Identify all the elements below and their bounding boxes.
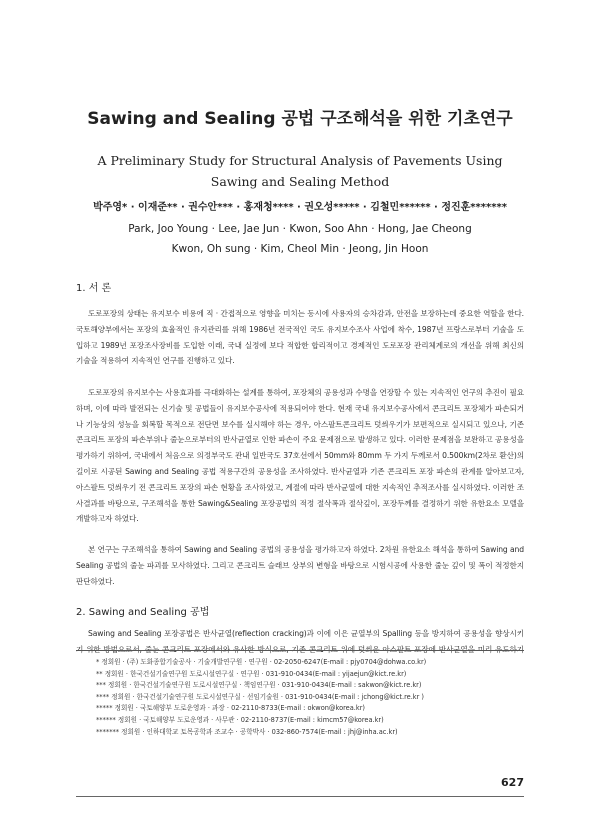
footnote-2: ** 정회원 · 한국건설기술연구원 도로시설연구실 · 연구원 · 031-910-0434(E-mail : yijaejun@kict.re.kr) <box>96 669 407 678</box>
section-1-paragraph-2: 도로포장의 유지보수는 사용효과를 극대화하는 설계를 통하여, 포장체의 공용성과 수명을 연장할 수 있는 지속적인 연구의 추진이 필요하며, 이에 따라 발전되는 신기술 및 공법들이 유지보수공사에 적용되어야 한다. 현재 국내 유지보수공사에서 콘크리트 포장체가 파손되거나 기능상의 성능을 회복할 목적으로 전단면 보수를 실시해야 하는 경우, 아스팔트콘크리트 덧씌우기가 보편적으로 실시되고 있으나, 기존 콘크리트 포장의 파손부위나 줄눈으로부터의 반사균열로 인한 파손이 주요 문제점으로 발생하고 있다. 이러한 문제점을 보완하고 공용성을 평가하기 위하여, 국내에서 처음으로 의정부국도 관내 일반국도 37호선에서 50mm와 80mm 두 가지 두께로서 0.500km(2차로 환산)의 길이로 시공된 Sawing and Sealing 공법 적용구간의 공용성을 조사하였다. 반사균열과 기존 콘크리트 포장 파손의 관계를 알아보고자, 아스팔트 덧씌우기 전 콘크리트 포장의 파손 현황을 조사하였고, 계절에 따라 반사균열에 대한 지속적인 추적조사를 실시하였다. 이러한 조사결과를 바탕으로, 구조해석을 통한 Sawing&Sealing 포장공법의 적정 절삭폭과 절삭깊이, 포장두께를 결정하기 위한 유한요소 모델을 개발하고자 하였다. <box>76 388 524 524</box>
authors-korean: 박주영* · 이재준** · 권수안*** · 홍재청**** · 권오성***** · 김철민****** · 정진훈******* <box>93 202 507 213</box>
section-1-heading: 1. 서 론 <box>76 283 112 294</box>
paper-title-english <box>0 150 600 192</box>
section-2-paragraph-1: Sawing and Sealing 포장공법은 반사균열(reflection cracking)과 이에 이은 균열부의 Spalling 등을 방지하여 공용성을 향상시키기 위한 방법으로서, 줄눈 콘크리트 포장에서와 유사한 방식으로, 기존 콘크리트 위에 덧씌운 아스팔트 포장에 반사균열을 미리 유도하기 <box>76 626 524 658</box>
authors-english-line-1: Park, Joo Young · Lee, Jae Jun · Kwon, Soo Ahn · Hong, Jae Cheong <box>128 223 472 235</box>
page-number: 627 <box>501 776 524 789</box>
section-1-paragraph-3: 본 연구는 구조해석을 통하여 Sawing and Sealing 공법의 공용성을 평가하고자 하였다. 2차원 유한요소 해석을 통하여 Sawing and Sealing 공법의 줄눈 파괴를 모사하였다. 그리고 콘크리트 슬래브 상부의 변형을 바탕으로 시험시공에 사용한 줄눈 깊이 및 폭이 적정한지 판단하였다. <box>76 545 524 586</box>
paper-title-korean: Sawing and Sealing 공법 구조해석을 위한 기초연구 <box>87 109 513 129</box>
footnote-3: *** 정회원 · 한국건설기술연구원 도로시설연구실 · 책임연구원 · 031-910-0434(E-mail : sakwon@kict.re.kr) <box>96 681 422 690</box>
footnote-1: * 정회원 · (주) 도화종합기술공사 · 기술개발연구원 · 연구원 · 02-2050-6247(E-mail : pjy0704@dohwa.co.kr) <box>96 658 427 666</box>
title-english-line-2: Sawing and Sealing Method <box>210 174 390 189</box>
footnote-7: ******* 정회원 · 인하대학교 토목공학과 조교수 · 공학박사 · 032-860-7574(E-mail : jhj@inha.ac.kr) <box>96 727 398 736</box>
footnotes <box>96 657 526 738</box>
footnote-4: **** 정회원 · 한국건설기술연구원 도로시설연구실 · 선임기술원 · 031-910-0434(E-mail : jchong@kict.re.kr ) <box>96 692 424 701</box>
footnote-6: ****** 정회원 · 국토해양부 도로운영과 · 사무관 · 02-2110-8737(E-mail : kimcm57@korea.kr) <box>96 715 384 724</box>
footnote-5: ***** 정회원 · 국토해양부 도로운영과 · 과장 · 02-2110-8733(E-mail : okwon@korea.kr) <box>96 704 365 713</box>
authors-english-line-2: Kwon, Oh sung · Kim, Cheol Min · Jeong, Jin Hoon <box>171 243 429 255</box>
page-bottom-rule <box>76 796 524 797</box>
authors-english <box>0 219 600 259</box>
footnote-divider <box>76 650 524 651</box>
section-2-heading: 2. Sawing and Sealing 공법 <box>76 607 210 618</box>
title-english-line-1: A Preliminary Study for Structural Analysis of Pavements Using <box>97 153 503 168</box>
section-1-paragraph-1: 도로포장의 상태는 유지보수 비용에 직 · 간접적으로 영향을 미치는 동시에 사용자의 승차감과, 안전을 보장하는데 중요한 역할을 한다. 국토해양부에서는 포장의 효율적인 유지관리를 위해 1986년 전국적인 국도 유지보수조사 사업에 착수, 1987년 프랑스로부터 기술을 도입하고 1989년 포장조사장비를 도입한 이래, 국내 실정에 보다 적합한 합리적이고 경제적인 도로포장 관리체계로의 개선을 위해 최신의 기술을 적용하여 지속적인 연구를 진행하고 있다. <box>76 309 524 366</box>
